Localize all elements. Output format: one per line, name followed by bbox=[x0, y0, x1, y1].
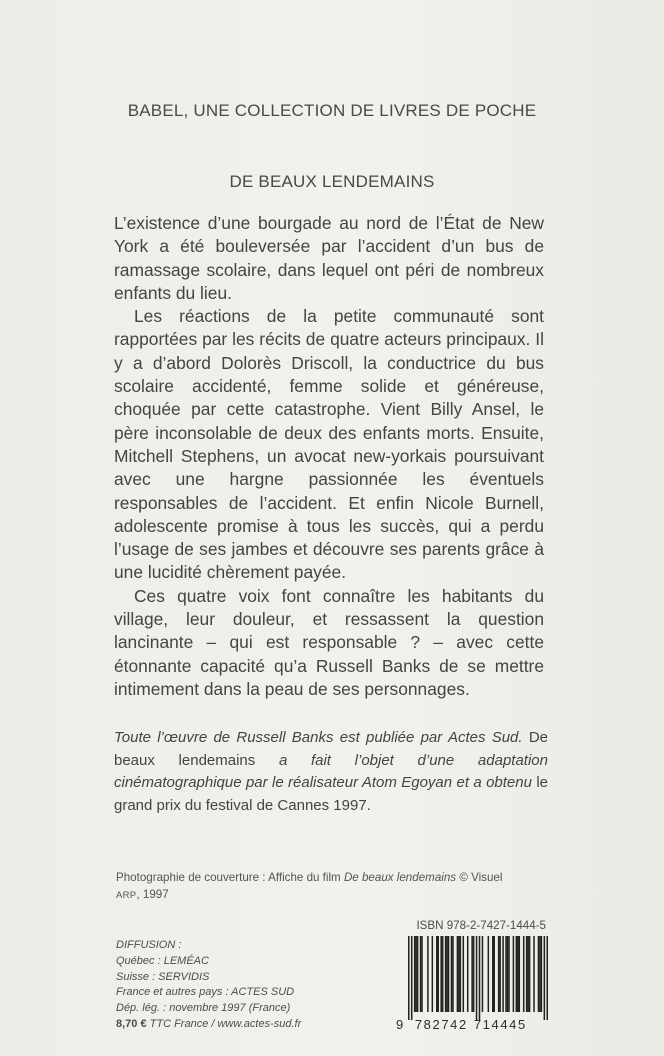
distribution-line-suisse: Suisse : SERVIDIS bbox=[116, 970, 210, 983]
barcode-digits bbox=[396, 1017, 548, 1032]
distribution-line-quebec: Québec : LEMÉAC bbox=[116, 954, 209, 967]
barcode-bar bbox=[527, 936, 529, 1012]
barcode-bar bbox=[547, 936, 548, 1020]
barcode-bar bbox=[492, 936, 494, 1012]
barcode-bar bbox=[445, 936, 447, 1012]
barcode-bars bbox=[408, 936, 548, 1020]
barcode-bar bbox=[523, 936, 525, 1012]
credit-agency: ARP bbox=[116, 890, 137, 901]
distribution-heading: DIFFUSION : bbox=[116, 939, 182, 951]
barcode-bar bbox=[476, 936, 478, 1020]
barcode-bar bbox=[457, 936, 459, 1012]
barcode-bar bbox=[463, 936, 465, 1012]
barcode-bar bbox=[508, 936, 510, 1012]
barcode-bar bbox=[544, 936, 546, 1020]
barcode-bar bbox=[432, 936, 434, 1012]
barcode-bar bbox=[498, 936, 500, 1012]
note-sentence-1: Toute l’œuvre de Russell Banks est publiée par Actes Sud. bbox=[114, 729, 523, 746]
barcode-bar bbox=[539, 936, 541, 1012]
summary-text bbox=[114, 212, 544, 701]
barcode-bar bbox=[458, 936, 460, 1012]
distribution-info bbox=[116, 938, 386, 1033]
note-work-title: De beaux lendemains bbox=[114, 729, 548, 769]
barcode-bar bbox=[437, 936, 439, 1012]
barcode-bar bbox=[414, 936, 416, 1012]
barcode-bar bbox=[417, 936, 419, 1012]
summary-paragraph-3: Ces quatre voix font connaître les habitants du village, leur douleur, et ressassent la question lancinante – qui est responsable ? – avec cette étonnante capacité qu’a Russell Banks de se mettre intimement dans la peau de ses personnages. bbox=[114, 585, 544, 699]
barcode-bar bbox=[446, 936, 448, 1012]
barcode-bar bbox=[415, 936, 417, 1012]
barcode-bar bbox=[533, 936, 535, 1012]
barcode-bar bbox=[517, 936, 519, 1012]
barcode-bar bbox=[421, 936, 423, 1012]
barcode-bar bbox=[516, 936, 518, 1012]
barcode-bar bbox=[513, 936, 515, 1012]
barcode-bar bbox=[502, 936, 504, 1012]
publisher-note bbox=[114, 727, 548, 817]
credit-suffix: © Visuel bbox=[456, 871, 503, 884]
barcode-bar bbox=[505, 936, 507, 1012]
barcode-bar bbox=[408, 936, 410, 1020]
barcode-first-digit: 9 bbox=[396, 1017, 405, 1032]
barcode-bar bbox=[541, 936, 543, 1012]
barcode-bar bbox=[479, 936, 481, 1020]
price-suffix: TTC France / www.actes-sud.fr bbox=[146, 1017, 302, 1030]
barcode-bar bbox=[427, 936, 429, 1012]
barcode-bar bbox=[440, 936, 442, 1012]
price: 8,70 € bbox=[116, 1017, 147, 1030]
barcode-bar bbox=[467, 936, 469, 1012]
barcode-right-group: 714445 bbox=[473, 1017, 527, 1032]
barcode-bar bbox=[519, 936, 521, 1012]
barcode-bar bbox=[420, 936, 422, 1012]
barcode-bar bbox=[436, 936, 438, 1012]
summary-paragraph-1: L’existence d’une bourgade au nord de l’État de New York a été bouleversée par l’accident d’un bus de ramassage scolaire, dans lequel ont péri de nombreux enfants du lieu. bbox=[114, 213, 544, 303]
note-sentence-2: a fait l’objet d’une adaptation cinématographique par le réalisateur Atom Egoyan et a obtenu bbox=[114, 751, 548, 791]
barcode-bar bbox=[499, 936, 501, 1012]
book-title: DE BEAUX LENDEMAINS bbox=[229, 172, 435, 191]
barcode-bar bbox=[411, 936, 413, 1020]
barcode-bar bbox=[482, 936, 484, 1012]
barcode-bar bbox=[538, 936, 540, 1012]
barcode-bar bbox=[451, 936, 453, 1012]
barcode-bar bbox=[507, 936, 509, 1012]
barcode-bar bbox=[488, 936, 490, 1012]
barcode-bar bbox=[526, 936, 528, 1012]
note-end: . bbox=[366, 796, 371, 814]
distribution-line-france: France et autres pays : ACTES SUD bbox=[116, 986, 295, 999]
collection-header: BABEL, UNE COLLECTION DE LIVRES DE POCHE bbox=[127, 101, 537, 120]
barcode-bar bbox=[529, 936, 531, 1012]
credit-year: , 1997 bbox=[136, 888, 169, 901]
note-prize: le grand prix du festival de Cannes 1997 bbox=[114, 774, 548, 814]
credit-film-title: De beaux lendemains bbox=[343, 871, 457, 884]
cover-photo-credit bbox=[116, 869, 546, 904]
barcode-bar bbox=[471, 936, 473, 1012]
price-line bbox=[116, 1017, 386, 1033]
barcode-bar bbox=[452, 936, 454, 1012]
barcode-bar bbox=[448, 936, 450, 1012]
barcode-bar bbox=[460, 936, 462, 1012]
barcode-bar bbox=[442, 936, 444, 1012]
barcode-bar bbox=[473, 936, 475, 1012]
barcode-left-group: 782742 bbox=[414, 1017, 468, 1032]
barcode bbox=[396, 936, 548, 1032]
barcode-bar bbox=[493, 936, 495, 1012]
legal-deposit: Dép. lég. : novembre 1997 (France) bbox=[116, 1002, 291, 1015]
credit-prefix: Photographie de couverture : Affiche du film bbox=[116, 871, 344, 884]
isbn: ISBN 978-2-7427-1444-5 bbox=[416, 919, 546, 932]
summary-paragraph-2: Les réactions de la petite communauté sont rapportées par les récits de quatre acteurs principaux. Il y a d’abord Dolorès Driscoll, la conductrice du bus scolaire accidenté, femme solide et généreuse, choquée par cette catastrophe. Vient Billy Ansel, le père inconsolable de deux des enfants morts. Ensuite, Mitchell Stephens, un avocat new-yorkais poursuivant avec une hargne passionnée les éventuels responsables de l’accident. Et enfin Nicole Burnell, adolescente promise à tous les succès, qui a perdu l’usage de ses jambes et découvre ses parents grâce à une lucidité chèrement payée. bbox=[114, 306, 544, 583]
